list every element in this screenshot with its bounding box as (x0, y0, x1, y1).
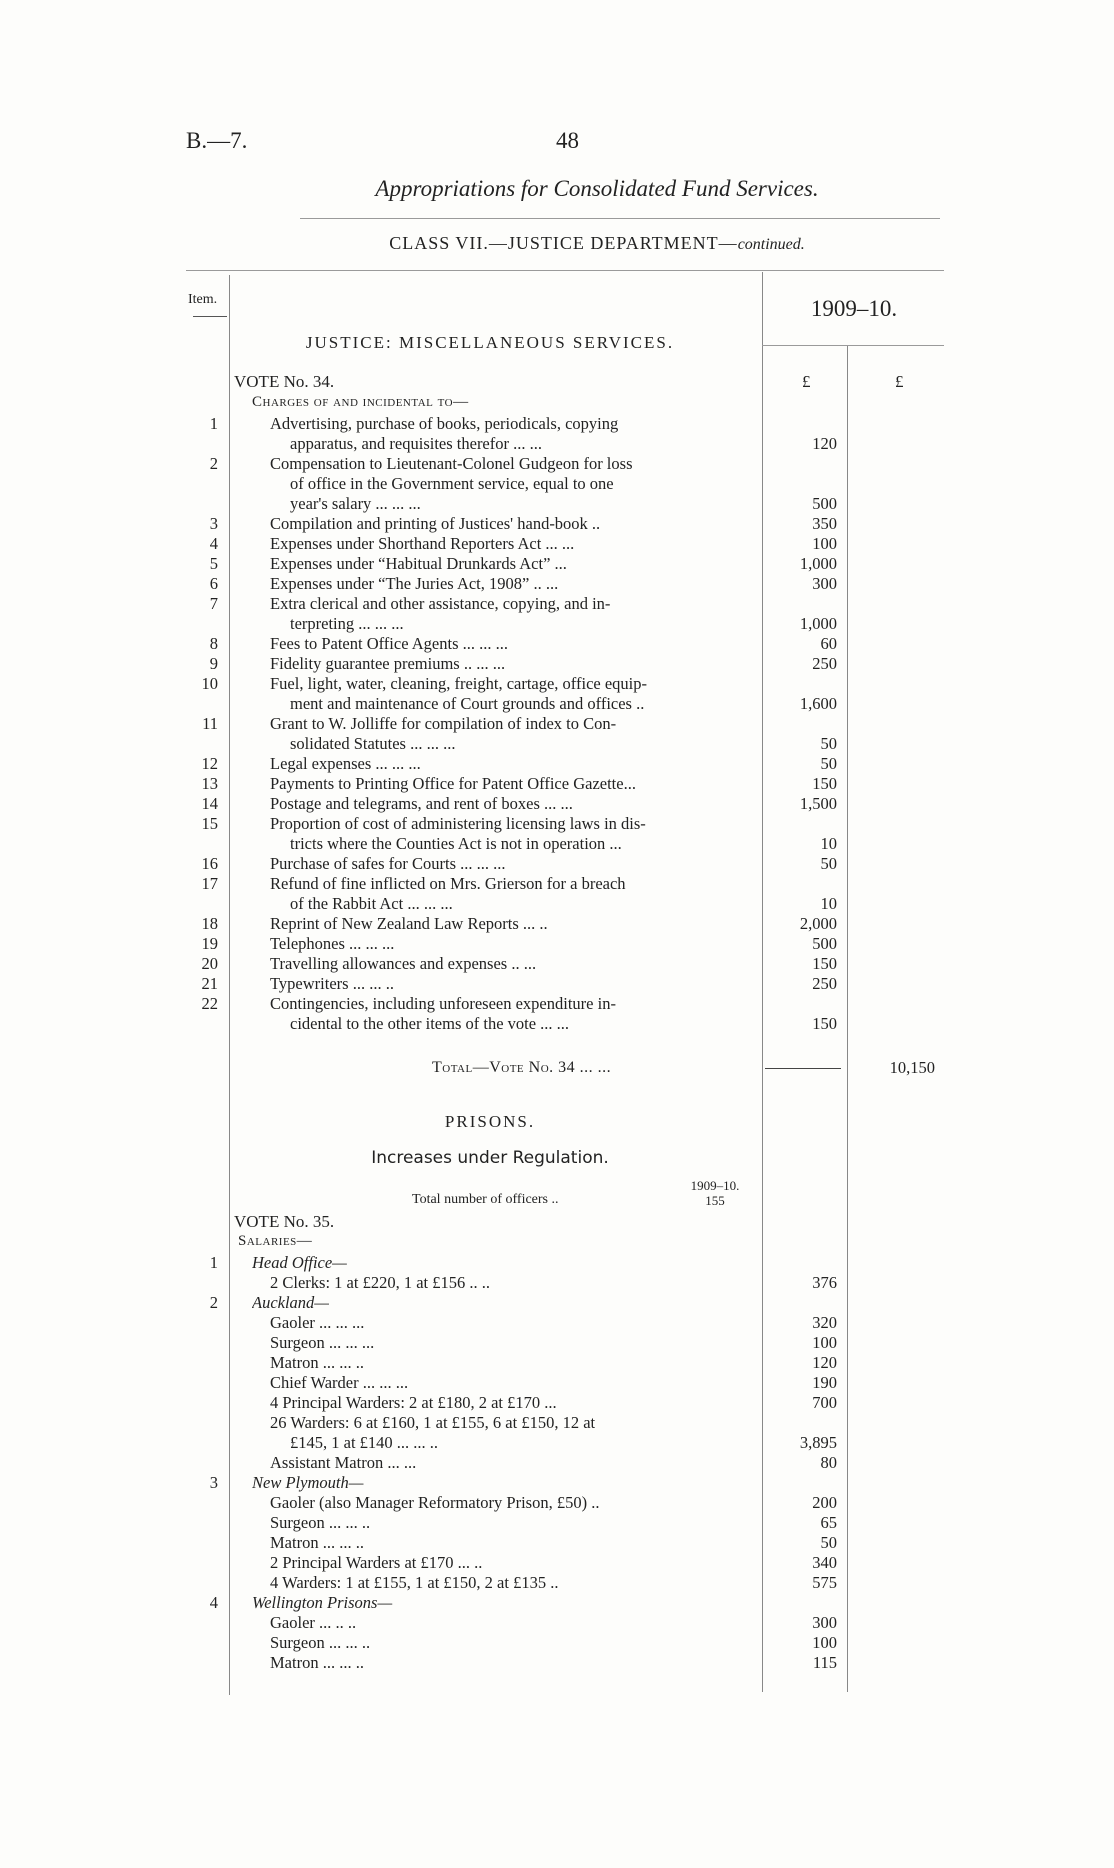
item-amount: 150 (812, 1014, 837, 1033)
section-heading-justice: JUSTICE: MISCELLANEOUS SERVICES. (305, 333, 675, 352)
justice-item-row (0, 894, 1114, 914)
prison-group-row (0, 1293, 1114, 1313)
charges-heading: Charges of and incidental to— (252, 394, 469, 410)
justice-item-row (0, 614, 1114, 634)
item-amount: 250 (812, 974, 837, 993)
item-amount: 150 (812, 954, 837, 973)
item-description: Expenses under “Habitual Drunkards Act” ... (270, 554, 567, 573)
prison-salary-row (0, 1353, 1114, 1373)
item-amount: 50 (820, 854, 837, 873)
item-number: 16 (201, 854, 218, 873)
salary-description: 2 Clerks: 1 at £220, 1 at £156 .. .. (270, 1273, 490, 1292)
salary-description: Surgeon ... ... .. (270, 1633, 371, 1652)
class-heading (0, 233, 1114, 254)
item-number: 4 (209, 534, 218, 553)
justice-item-row (0, 754, 1114, 774)
justice-item-row (0, 574, 1114, 594)
item-number: 1 (209, 414, 218, 433)
salary-amount: 300 (812, 1613, 837, 1632)
salary-description: 26 Warders: 6 at £160, 1 at £155, 6 at £150, 12 at (270, 1413, 596, 1432)
salary-amount: 700 (812, 1393, 837, 1412)
justice-item-row (0, 414, 1114, 434)
prison-salary-row (0, 1493, 1114, 1513)
item-number: 20 (201, 954, 218, 973)
justice-item-row (0, 514, 1114, 534)
item-number: 9 (209, 654, 218, 673)
justice-item-row (0, 834, 1114, 854)
justice-item-row (0, 714, 1114, 734)
salaries-heading: Salaries— (238, 1233, 313, 1249)
item-description: apparatus, and requisites therefor ... ... (290, 434, 542, 453)
item-description: year's salary ... ... ... (290, 494, 421, 513)
page-number: 48 (556, 128, 579, 153)
item-description: Telephones ... ... ... (270, 934, 395, 953)
item-description: Expenses under Shorthand Reporters Act ... ... (270, 534, 575, 553)
salary-description: Gaoler ... .. .. (270, 1613, 357, 1632)
salary-amount: 115 (812, 1653, 837, 1672)
item-number: 6 (209, 574, 218, 593)
justice-item-row (0, 854, 1114, 874)
officers-label: Total number of officers .. (412, 1192, 559, 1207)
item-number: 13 (201, 774, 218, 793)
item-number: 15 (201, 814, 218, 833)
pound-column-2: £ (895, 372, 904, 391)
salary-description: Surgeon ... ... .. (270, 1513, 371, 1532)
salary-amount: 80 (820, 1453, 837, 1472)
item-amount: 50 (820, 754, 837, 773)
prison-salary-row (0, 1333, 1114, 1353)
prison-salary-row (0, 1433, 1114, 1453)
item-column-header: Item. (188, 292, 218, 307)
vote-35-heading: VOTE No. 35. (234, 1212, 335, 1231)
salary-amount: 120 (812, 1353, 837, 1372)
officers-count: 155 (705, 1193, 725, 1208)
justice-item-row (0, 634, 1114, 654)
item-description: Fidelity guarantee premiums .. ... ... (270, 654, 506, 673)
item-amount: 500 (812, 934, 837, 953)
item-amount: 350 (812, 514, 837, 533)
salary-amount: 376 (812, 1273, 837, 1292)
page-id: B.—7. (186, 128, 248, 153)
salary-amount: 200 (812, 1493, 837, 1512)
prison-salary-row (0, 1633, 1114, 1653)
item-description: Refund of fine inflicted on Mrs. Grierson for a breach (270, 874, 626, 893)
item-description: ment and maintenance of Court grounds and offices .. (290, 694, 645, 713)
item-amount: 150 (812, 774, 837, 793)
item-number: 4 (209, 1593, 218, 1612)
justice-item-row (0, 994, 1114, 1014)
justice-item-row (0, 454, 1114, 474)
item-number: 18 (201, 914, 218, 933)
item-description: tricts where the Counties Act is not in operation ... (290, 834, 622, 853)
justice-item-row (0, 874, 1114, 894)
justice-item-row (0, 474, 1114, 494)
prison-group-label: Wellington Prisons— (252, 1593, 393, 1612)
salary-amount: 3,895 (799, 1433, 837, 1452)
justice-item-row (0, 814, 1114, 834)
vote-34-total-row (0, 1058, 1114, 1078)
vote-34-total-label: Total—Vote No. 34 ... ... (432, 1059, 612, 1076)
prison-salary-row (0, 1373, 1114, 1393)
item-number: 5 (209, 554, 218, 573)
item-number: 1 (209, 1253, 218, 1272)
justice-item-row (0, 734, 1114, 754)
salary-amount: 65 (820, 1513, 837, 1532)
salary-description: Gaoler (also Manager Reformatory Prison, £50) .. (270, 1493, 600, 1512)
item-number: 19 (201, 934, 218, 953)
salary-amount: 575 (812, 1573, 837, 1592)
header-rule (186, 270, 944, 271)
item-amount: 1,000 (799, 614, 837, 633)
salary-amount: 100 (812, 1633, 837, 1652)
justice-item-row (0, 694, 1114, 714)
justice-item-row (0, 554, 1114, 574)
prison-group-row (0, 1593, 1114, 1613)
item-description: of office in the Government service, equal to one (290, 474, 614, 493)
salary-description: Assistant Matron ... ... (270, 1453, 417, 1472)
salary-amount: 340 (812, 1553, 837, 1572)
prison-salary-row (0, 1273, 1114, 1293)
item-description: Advertising, purchase of books, periodicals, copying (270, 414, 619, 433)
justice-item-row (0, 494, 1114, 514)
item-description: Grant to W. Jolliffe for compilation of index to Con- (270, 714, 617, 733)
section-heading-prisons: PRISONS. (444, 1112, 536, 1131)
salary-description: Matron ... ... .. (270, 1653, 364, 1672)
salary-description: 4 Principal Warders: 2 at £180, 2 at £170 ... (270, 1393, 557, 1412)
prison-salary-row (0, 1653, 1114, 1673)
prison-group-row (0, 1253, 1114, 1273)
item-number: 7 (209, 594, 218, 613)
prison-salary-row (0, 1513, 1114, 1533)
prison-group-label: Auckland— (252, 1293, 329, 1312)
salary-amount: 190 (812, 1373, 837, 1392)
justice-item-row (0, 434, 1114, 454)
vote-34-heading: VOTE No. 34. (234, 372, 335, 391)
prison-salary-row (0, 1413, 1114, 1433)
item-number: 3 (209, 1473, 218, 1492)
item-description: Legal expenses ... ... ... (270, 754, 421, 773)
salary-amount: 320 (812, 1313, 837, 1332)
class-heading-suffix: continued. (737, 236, 805, 253)
item-number: 12 (201, 754, 218, 773)
item-number: 10 (201, 674, 218, 693)
item-amount: 120 (812, 434, 837, 453)
salary-amount: 100 (812, 1333, 837, 1352)
item-number: 3 (209, 514, 218, 533)
item-description: Expenses under “The Juries Act, 1908” .. ... (270, 574, 559, 593)
justice-item-row (0, 1014, 1114, 1034)
item-number: 22 (201, 994, 218, 1013)
item-description: Purchase of safes for Courts ... ... ... (270, 854, 506, 873)
item-description: terpreting ... ... ... (290, 614, 404, 633)
prison-salary-row (0, 1533, 1114, 1553)
item-description: Fuel, light, water, cleaning, freight, cartage, office equip- (270, 674, 648, 693)
justice-item-row (0, 974, 1114, 994)
item-amount: 1,600 (799, 694, 837, 713)
salary-description: Matron ... ... .. (270, 1533, 364, 1552)
item-description: of the Rabbit Act ... ... ... (290, 894, 453, 913)
item-amount: 10 (820, 894, 837, 913)
item-number: 8 (209, 634, 218, 653)
item-amount: 10 (820, 834, 837, 853)
item-description: Postage and telegrams, and rent of boxes ... ... (270, 794, 573, 813)
item-description: Fees to Patent Office Agents ... ... ... (270, 634, 508, 653)
prison-group-label: Head Office— (252, 1253, 347, 1272)
item-number: 11 (202, 714, 218, 733)
salary-description: 4 Warders: 1 at £155, 1 at £150, 2 at £135 .. (270, 1573, 559, 1592)
item-amount: 60 (820, 634, 837, 653)
item-description: Proportion of cost of administering licensing laws in dis- (270, 814, 646, 833)
salary-description: 2 Principal Warders at £170 ... .. (270, 1553, 483, 1572)
justice-item-row (0, 774, 1114, 794)
salary-amount: 50 (820, 1533, 837, 1552)
item-amount: 50 (820, 734, 837, 753)
justice-item-row (0, 914, 1114, 934)
prison-salary-row (0, 1453, 1114, 1473)
justice-item-row (0, 934, 1114, 954)
item-amount: 100 (812, 534, 837, 553)
item-amount: 1,000 (799, 554, 837, 573)
justice-item-row (0, 654, 1114, 674)
justice-item-row (0, 674, 1114, 694)
justice-item-row (0, 594, 1114, 614)
prison-salary-row (0, 1613, 1114, 1633)
prison-salary-row (0, 1313, 1114, 1333)
justice-item-row (0, 954, 1114, 974)
title-rule (300, 218, 940, 219)
item-description: cidental to the other items of the vote ... ... (290, 1014, 570, 1033)
salary-description: Chief Warder ... ... ... (270, 1373, 409, 1392)
vote-34-total-value: 10,150 (889, 1058, 935, 1077)
item-number: 17 (201, 874, 218, 893)
prison-group-label: New Plymouth— (252, 1473, 364, 1492)
page-title: Appropriations for Consolidated Fund Services. (375, 176, 819, 201)
officers-year: 1909–10. (690, 1178, 740, 1193)
item-description: Contingencies, including unforeseen expenditure in- (270, 994, 616, 1013)
item-number: 21 (201, 974, 218, 993)
salary-description: £145, 1 at £140 ... ... .. (290, 1433, 439, 1452)
item-amount: 250 (812, 654, 837, 673)
prison-salary-row (0, 1573, 1114, 1593)
increases-subheading: Increases under Regulation. (371, 1148, 609, 1168)
class-heading-text: CLASS VII.—JUSTICE DEPARTMENT— (389, 233, 738, 253)
item-number: 14 (201, 794, 218, 813)
justice-item-row (0, 794, 1114, 814)
item-description: Typewriters ... ... .. (270, 974, 394, 993)
item-amount: 1,500 (799, 794, 837, 813)
item-amount: 300 (812, 574, 837, 593)
pound-column-1: £ (802, 372, 811, 391)
item-number: 2 (209, 454, 218, 473)
salary-description: Surgeon ... ... ... (270, 1333, 375, 1352)
year-column-header: 1909–10. (810, 296, 898, 321)
prison-salary-row (0, 1553, 1114, 1573)
item-description: Payments to Printing Office for Patent Office Gazette... (270, 774, 636, 793)
item-header-underline (193, 316, 227, 317)
item-description: Extra clerical and other assistance, copying, and in- (270, 594, 611, 613)
prison-salary-row (0, 1393, 1114, 1413)
item-description: Compensation to Lieutenant-Colonel Gudgeon for loss (270, 454, 633, 473)
salary-description: Gaoler ... ... ... (270, 1313, 365, 1332)
justice-item-row (0, 534, 1114, 554)
item-amount: 2,000 (799, 914, 837, 933)
item-number: 2 (209, 1293, 218, 1312)
item-description: Travelling allowances and expenses .. ... (270, 954, 537, 973)
item-description: Compilation and printing of Justices' hand-book .. (270, 514, 601, 533)
item-description: Reprint of New Zealand Law Reports ... .. (270, 914, 548, 933)
item-amount: 500 (812, 494, 837, 513)
salary-description: Matron ... ... .. (270, 1353, 364, 1372)
item-description: solidated Statutes ... ... ... (290, 734, 456, 753)
prison-group-row (0, 1473, 1114, 1493)
year-rule (762, 345, 944, 346)
